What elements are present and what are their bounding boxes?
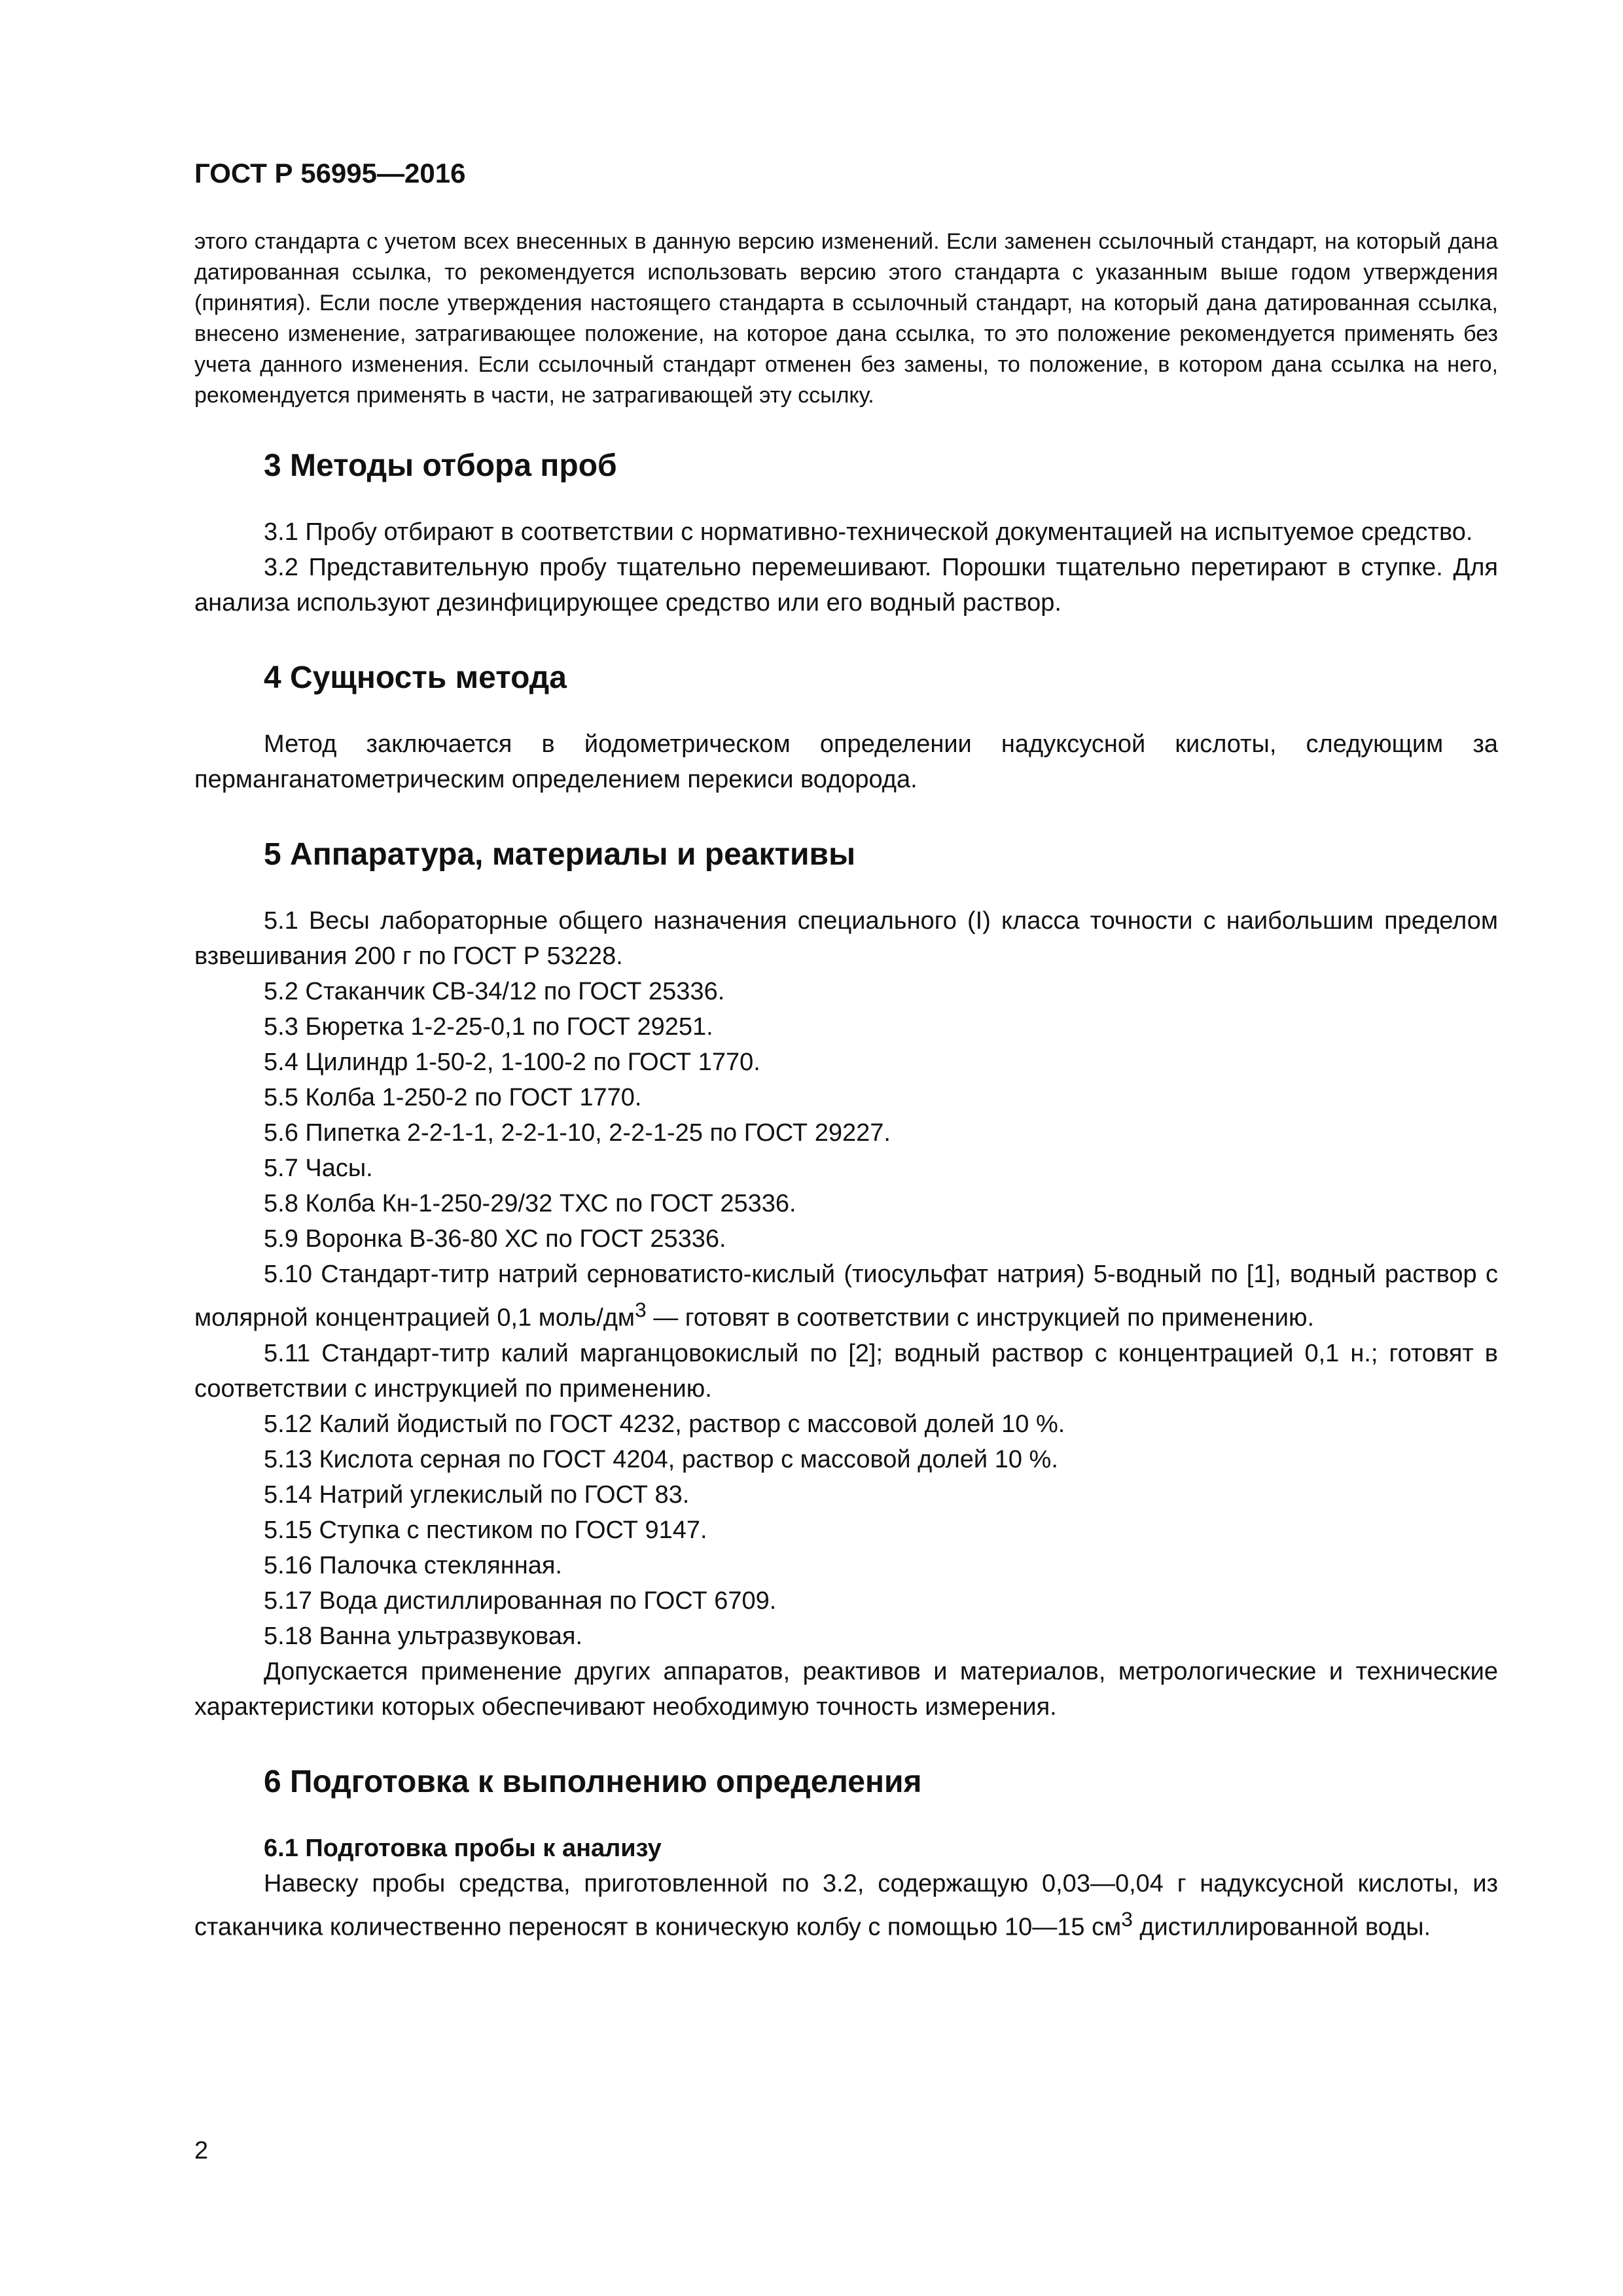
- paragraph-6-1: Навеску пробы средства, приготовленной по 3.2, содержащую 0,03—0,04 г надуксусной кислоты, из стаканчика количественно переносят в коническую колбу с помощью 10—15 $см^3$ дистиллированной воды.: [194, 1869, 1498, 1941]
- paragraph-3-2: 3.2 Представительную пробу тщательно перемешивают. Порошки тщательно перетирают в ступке. Для анализа используют дезинфицирующее средство или его водный раствор.: [194, 554, 1498, 617]
- paragraph-3-1: 3.1 Пробу отбирают в соответствии с нормативно-технической документацией на испытуемое средство.: [264, 518, 1473, 546]
- list-item-5-11: 5.11 Стандарт-титр калий марганцовокислый по [2]; водный раствор с концентрацией 0,1 н.; готовят в соответствии с инструкцией по применению.: [194, 1339, 1498, 1403]
- section-4-heading: 4 Сущность метода: [264, 660, 567, 695]
- list-item-5-6: 5.6 Пипетка 2-2-1-1, 2-2-1-10, 2-2-1-25 по ГОСТ 29227.: [264, 1119, 891, 1147]
- list-item-5-16: 5.16 Палочка стеклянная.: [264, 1551, 562, 1579]
- list-item-5-14: 5.14 Натрий углекислый по ГОСТ 83.: [264, 1480, 690, 1509]
- list-item-5-7: 5.7 Часы.: [264, 1155, 373, 1182]
- list-item-5-2: 5.2 Стаканчик СВ-34/12 по ГОСТ 25336.: [264, 978, 725, 1005]
- document-header: ГОСТ Р 56995—2016: [194, 158, 466, 188]
- list-item-5-18: 5.18 Ванна ультразвуковая.: [264, 1622, 583, 1650]
- list-item-5-5: 5.5 Колба 1-250-2 по ГОСТ 1770.: [264, 1084, 642, 1111]
- list-item-5-10: 5.10 Стандарт-титр натрий серноватисто-кислый (тиосульфат натрия) 5-водный по [1], водный раствор с молярной концентрацией 0,1 моль/$дм^3$ — готовят в соответствии с инструкцией по применению.: [194, 1261, 1498, 1332]
- subsection-6-1-heading: 6.1 Подготовка пробы к анализу: [264, 1834, 662, 1862]
- list-item-5-4: 5.4 Цилиндр 1-50-2, 1-100-2 по ГОСТ 1770.: [264, 1049, 760, 1076]
- list-item-5-1: 5.1 Весы лабораторные общего назначения специального (I) класса точности с наибольшим пределом взвешивания 200 г по ГОСТ Р 53228.: [194, 907, 1498, 970]
- page-number: 2: [194, 2137, 209, 2164]
- list-item-5-13: 5.13 Кислота серная по ГОСТ 4204, раствор с массовой долей 10 %.: [264, 1445, 1058, 1473]
- section-5-note: Допускается применение других аппаратов, реактивов и материалов, метрологические и технические характеристики которых обеспечивают необходимую точность измерения.: [194, 1657, 1498, 1721]
- section-5-heading: 5 Аппаратура, материалы и реактивы: [264, 837, 856, 872]
- document-page: [194, 157, 1498, 1945]
- list-item-5-8: 5.8 Колба Кн-1-250-29/32 ТХС по ГОСТ 25336.: [264, 1190, 796, 1217]
- list-item-5-17: 5.17 Вода дистиллированная по ГОСТ 6709.: [264, 1587, 777, 1615]
- section-3-heading: 3 Методы отбора проб: [264, 448, 617, 483]
- list-item-5-3: 5.3 Бюретка 1-2-25-0,1 по ГОСТ 29251.: [264, 1013, 713, 1041]
- list-item-5-12: 5.12 Калий йодистый по ГОСТ 4232, раствор с массовой долей 10 %.: [264, 1410, 1065, 1438]
- list-item-5-9: 5.9 Воронка В-36-80 ХС по ГОСТ 25336.: [264, 1225, 726, 1253]
- intro-paragraph: этого стандарта с учетом всех внесенных в данную версию изменений. Если заменен ссылочный стандарт, на который дана датированная ссылка, то рекомендуется использовать версию этого стандарта с указанным выше годом утверждения (принятия). Если после утверждения настоящего стандарта в ссылочный стандарт, на который дана датированная ссылка, внесено изменение, затрагивающее положение, на которое дана ссылка, то это положение рекомендуется применять без учета данного изменения. Если ссылочный стандарт отменен без замены, то положение, в котором дана ссылка на него, рекомендуется применять в части, не затрагивающей эту ссылку.: [194, 229, 1498, 408]
- section-6-heading: 6 Подготовка к выполнению определения: [264, 1764, 922, 1799]
- list-item-5-15: 5.15 Ступка с пестиком по ГОСТ 9147.: [264, 1516, 707, 1544]
- paragraph-4-1: Метод заключается в йодометрическом определении надуксусной кислоты, следующим за перманганатометрическим определением перекиси водорода.: [194, 730, 1498, 793]
